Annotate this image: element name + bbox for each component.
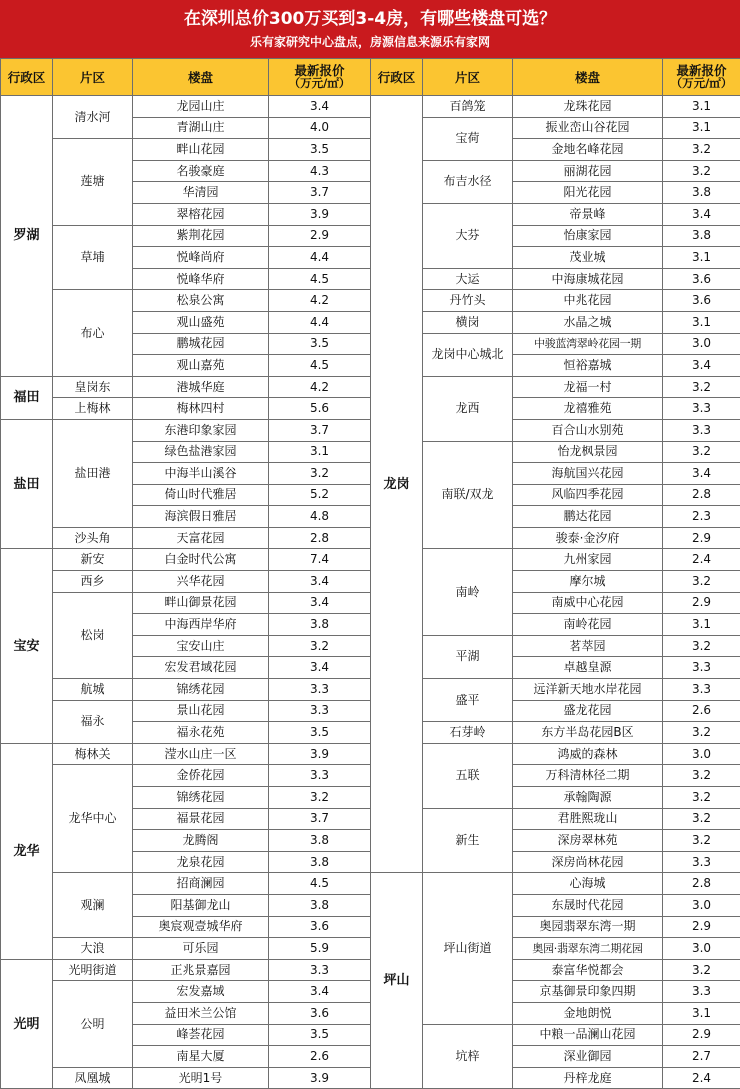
- estate-cell: 中海康城花园: [513, 268, 663, 290]
- price-cell: 2.8: [269, 527, 371, 549]
- price-cell: 3.3: [663, 679, 740, 701]
- price-cell: 3.5: [269, 1024, 371, 1046]
- estate-cell: 海滨假日雅居: [133, 506, 269, 528]
- price-header-line1: 最新报价: [294, 63, 344, 78]
- price-cell: 3.8: [269, 614, 371, 636]
- area-cell: 南联/双龙: [423, 441, 513, 549]
- column-header-price: [269, 59, 371, 96]
- estate-cell: 承翰陶源: [513, 787, 663, 809]
- estate-cell: 丹梓龙庭: [513, 1067, 663, 1089]
- estate-cell: 深房尚林花园: [513, 851, 663, 873]
- price-cell: 3.1: [663, 117, 740, 139]
- estate-cell: 京基御景印象四期: [513, 981, 663, 1003]
- price-cell: 3.4: [269, 592, 371, 614]
- estate-cell: 风临四季花园: [513, 484, 663, 506]
- area-cell: 龙岗中心城北: [423, 333, 513, 376]
- area-cell: 上梅林: [53, 398, 133, 420]
- table-row: [371, 679, 740, 701]
- estate-cell: 南威中心花园: [513, 592, 663, 614]
- price-cell: 3.2: [663, 571, 740, 593]
- district-cell: 福田: [1, 376, 53, 419]
- table-row: [371, 743, 740, 765]
- price-cell: 3.2: [663, 139, 740, 161]
- area-cell: 布吉水径: [423, 160, 513, 203]
- estate-cell: 中兆花园: [513, 290, 663, 312]
- area-cell: 大运: [423, 268, 513, 290]
- price-header-line1: 最新报价: [676, 63, 726, 78]
- table-row: [1, 700, 371, 722]
- column-header-price: [663, 59, 740, 96]
- area-cell: 航城: [53, 679, 133, 701]
- price-cell: 2.6: [663, 700, 740, 722]
- estate-cell: 阳基御龙山: [133, 894, 269, 916]
- price-cell: 2.6: [269, 1046, 371, 1068]
- estate-cell: 摩尔城: [513, 571, 663, 593]
- estate-cell: 深业御园: [513, 1046, 663, 1068]
- price-cell: 3.9: [269, 203, 371, 225]
- table-row: [371, 549, 740, 571]
- estate-cell: 龙园山庄: [133, 96, 269, 118]
- table-row: [371, 203, 740, 225]
- price-cell: 3.3: [663, 398, 740, 420]
- area-cell: 平湖: [423, 635, 513, 678]
- area-cell: 松岗: [53, 592, 133, 678]
- price-cell: 4.3: [269, 160, 371, 182]
- estate-cell: 帝景峰: [513, 203, 663, 225]
- estate-cell: 君胜熙珑山: [513, 808, 663, 830]
- price-cell: 3.1: [663, 1002, 740, 1024]
- price-cell: 4.5: [269, 268, 371, 290]
- price-cell: 2.7: [663, 1046, 740, 1068]
- price-cell: 3.5: [269, 333, 371, 355]
- estate-cell: 金地名峰花园: [513, 139, 663, 161]
- estate-cell: 龙腾阁: [133, 830, 269, 852]
- estate-cell: 东港印象家园: [133, 419, 269, 441]
- estate-cell: 梅林四村: [133, 398, 269, 420]
- table-row: [1, 290, 371, 312]
- area-cell: 新生: [423, 808, 513, 873]
- table-row: [1, 1067, 371, 1089]
- price-cell: 3.3: [269, 765, 371, 787]
- price-cell: 3.8: [269, 894, 371, 916]
- estate-cell: 万科清林径二期: [513, 765, 663, 787]
- table-row: [371, 376, 740, 398]
- district-cell: 龙华: [1, 743, 53, 959]
- estate-cell: 招商澜园: [133, 873, 269, 895]
- estate-cell: 鹏达花园: [513, 506, 663, 528]
- table-row: [371, 333, 740, 355]
- column-header-estate: 楼盘: [133, 59, 269, 96]
- price-cell: 3.7: [269, 808, 371, 830]
- table-row: [371, 117, 740, 139]
- price-cell: 3.6: [269, 916, 371, 938]
- table-row: [371, 96, 740, 118]
- area-cell: 大浪: [53, 938, 133, 960]
- district-cell: 坪山: [371, 873, 423, 1089]
- estate-cell: 怡康家园: [513, 225, 663, 247]
- price-cell: 3.4: [269, 981, 371, 1003]
- price-cell: 3.0: [663, 333, 740, 355]
- estate-cell: 南岭花园: [513, 614, 663, 636]
- area-cell: 清水河: [53, 96, 133, 139]
- price-cell: 2.4: [663, 1067, 740, 1089]
- estate-cell: 锦绣花园: [133, 787, 269, 809]
- estate-cell: 观山嘉苑: [133, 355, 269, 377]
- price-cell: 4.5: [269, 355, 371, 377]
- area-cell: 沙头角: [53, 527, 133, 549]
- table-row: [371, 808, 740, 830]
- estate-cell: 中骏蓝湾翠岭花园一期: [513, 333, 663, 355]
- right-table: [370, 58, 740, 1089]
- estate-cell: 锦绣花园: [133, 679, 269, 701]
- page-subtitle: 乐有家研究中心盘点，房源信息来源乐有家网: [0, 34, 740, 50]
- estate-cell: 水晶之城: [513, 311, 663, 333]
- area-cell: 横岗: [423, 311, 513, 333]
- table-row: [1, 873, 371, 895]
- price-cell: 4.2: [269, 376, 371, 398]
- table-row: [1, 743, 371, 765]
- estate-cell: 中海西岸华府: [133, 614, 269, 636]
- estate-cell: 丽湖花园: [513, 160, 663, 182]
- price-cell: 4.4: [269, 311, 371, 333]
- estate-cell: 光明1号: [133, 1067, 269, 1089]
- area-cell: 坑梓: [423, 1024, 513, 1089]
- price-cell: 4.2: [269, 290, 371, 312]
- estate-cell: 青湖山庄: [133, 117, 269, 139]
- district-cell: 宝安: [1, 549, 53, 743]
- price-cell: 3.3: [663, 419, 740, 441]
- price-cell: 2.8: [663, 873, 740, 895]
- table-row: [1, 225, 371, 247]
- table-row: [1, 527, 371, 549]
- estate-cell: 南星大厦: [133, 1046, 269, 1068]
- estate-cell: 中粮一品澜山花园: [513, 1024, 663, 1046]
- price-cell: 3.9: [269, 743, 371, 765]
- estate-cell: 宏发君域花园: [133, 657, 269, 679]
- column-header-area: 片区: [53, 59, 133, 96]
- area-cell: 大芬: [423, 203, 513, 268]
- area-cell: 盛平: [423, 679, 513, 722]
- estate-cell: 松泉公寓: [133, 290, 269, 312]
- estate-cell: 福景花园: [133, 808, 269, 830]
- area-cell: 南岭: [423, 549, 513, 635]
- price-cell: 3.2: [663, 959, 740, 981]
- estate-cell: 悦峰尚府: [133, 247, 269, 269]
- price-cell: 3.2: [663, 722, 740, 744]
- estate-cell: 倚山时代雅居: [133, 484, 269, 506]
- estate-cell: 中海半山溪谷: [133, 463, 269, 485]
- estate-cell: 白金时代公寓: [133, 549, 269, 571]
- price-cell: 3.6: [269, 1002, 371, 1024]
- estate-cell: 东晟时代花园: [513, 894, 663, 916]
- area-cell: 盐田港: [53, 419, 133, 527]
- price-cell: 3.2: [663, 160, 740, 182]
- estate-cell: 港城华庭: [133, 376, 269, 398]
- estate-cell: 鸿威的森林: [513, 743, 663, 765]
- estate-cell: 峰荟花园: [133, 1024, 269, 1046]
- estate-cell: 盛龙花园: [513, 700, 663, 722]
- area-cell: 丹竹头: [423, 290, 513, 312]
- price-cell: 3.4: [269, 96, 371, 118]
- price-cell: 2.9: [663, 916, 740, 938]
- table-row: [371, 635, 740, 657]
- area-cell: 五联: [423, 743, 513, 808]
- estate-cell: 可乐园: [133, 938, 269, 960]
- price-cell: 2.3: [663, 506, 740, 528]
- price-cell: 3.6: [663, 290, 740, 312]
- estate-cell: 卓越皇源: [513, 657, 663, 679]
- estate-cell: 深房翠林苑: [513, 830, 663, 852]
- estate-cell: 畔山御景花园: [133, 592, 269, 614]
- price-cell: 3.3: [663, 851, 740, 873]
- estate-cell: 奥园翡翠东湾一期: [513, 916, 663, 938]
- table-row: [1, 549, 371, 571]
- price-cell: 2.9: [269, 225, 371, 247]
- area-cell: 公明: [53, 981, 133, 1067]
- column-header-area: 片区: [423, 59, 513, 96]
- estate-cell: 骏泰·金汐府: [513, 527, 663, 549]
- price-cell: 3.2: [269, 463, 371, 485]
- table-row: [371, 441, 740, 463]
- price-cell: 3.6: [663, 268, 740, 290]
- estate-cell: 金侨花园: [133, 765, 269, 787]
- price-cell: 3.3: [269, 679, 371, 701]
- table-row: [1, 592, 371, 614]
- price-cell: 3.4: [269, 657, 371, 679]
- table-row: [371, 160, 740, 182]
- price-cell: 3.2: [663, 765, 740, 787]
- area-cell: 布心: [53, 290, 133, 376]
- price-cell: 3.0: [663, 938, 740, 960]
- table-row: [1, 139, 371, 161]
- price-cell: 3.2: [663, 787, 740, 809]
- price-cell: 3.2: [663, 808, 740, 830]
- estate-cell: 九州家园: [513, 549, 663, 571]
- price-cell: 3.8: [269, 851, 371, 873]
- price-cell: 3.4: [663, 355, 740, 377]
- price-cell: 3.2: [269, 787, 371, 809]
- estate-cell: 金地朗悦: [513, 1002, 663, 1024]
- estate-cell: 福永花苑: [133, 722, 269, 744]
- estate-cell: 海航国兴花园: [513, 463, 663, 485]
- table-row: [1, 959, 371, 981]
- column-header-district: 行政区: [1, 59, 53, 96]
- estate-cell: 龙禧雅苑: [513, 398, 663, 420]
- price-cell: 4.0: [269, 117, 371, 139]
- area-cell: 石芽岭: [423, 722, 513, 744]
- estate-cell: 远洋新天地水岸花园: [513, 679, 663, 701]
- table-row: [371, 268, 740, 290]
- column-header-row: [371, 59, 740, 96]
- price-cell: 5.2: [269, 484, 371, 506]
- price-cell: 2.9: [663, 527, 740, 549]
- estate-cell: 心海城: [513, 873, 663, 895]
- price-header-line2: （万元/㎡）: [269, 77, 370, 90]
- estate-cell: 名骏豪庭: [133, 160, 269, 182]
- estate-cell: 正兆景嘉园: [133, 959, 269, 981]
- price-cell: 3.2: [663, 830, 740, 852]
- price-cell: 3.2: [663, 635, 740, 657]
- area-cell: 百鸽笼: [423, 96, 513, 118]
- table-row: [1, 938, 371, 960]
- area-cell: 光明街道: [53, 959, 133, 981]
- price-cell: 3.4: [663, 463, 740, 485]
- estate-cell: 畔山花园: [133, 139, 269, 161]
- estate-cell: 鹏城花园: [133, 333, 269, 355]
- price-cell: 3.3: [663, 657, 740, 679]
- price-cell: 3.3: [663, 981, 740, 1003]
- area-cell: 龙西: [423, 376, 513, 441]
- price-cell: 3.5: [269, 139, 371, 161]
- table-row: [371, 311, 740, 333]
- price-cell: 2.9: [663, 1024, 740, 1046]
- table-row: [371, 722, 740, 744]
- price-cell: 3.7: [269, 419, 371, 441]
- area-cell: 皇岗东: [53, 376, 133, 398]
- estate-cell: 茂业城: [513, 247, 663, 269]
- estate-cell: 龙泉花园: [133, 851, 269, 873]
- area-cell: 宝荷: [423, 117, 513, 160]
- title-banner: [0, 0, 740, 58]
- table-row: [371, 873, 740, 895]
- area-cell: 草埔: [53, 225, 133, 290]
- estate-cell: 振业峦山谷花园: [513, 117, 663, 139]
- price-cell: 3.1: [663, 96, 740, 118]
- price-cell: 4.5: [269, 873, 371, 895]
- estate-cell: 益田米兰公馆: [133, 1002, 269, 1024]
- estate-cell: 奥园·翡翠东湾二期花园: [513, 938, 663, 960]
- table-row: [1, 419, 371, 441]
- estate-cell: 绿色盐港家园: [133, 441, 269, 463]
- district-cell: 盐田: [1, 419, 53, 549]
- column-header-district: 行政区: [371, 59, 423, 96]
- table-row: [1, 376, 371, 398]
- area-cell: 龙华中心: [53, 765, 133, 873]
- price-cell: 5.9: [269, 938, 371, 960]
- price-cell: 3.8: [663, 225, 740, 247]
- estate-cell: 宏发嘉域: [133, 981, 269, 1003]
- price-cell: 3.1: [663, 247, 740, 269]
- estate-cell: 滢水山庄一区: [133, 743, 269, 765]
- estate-cell: 龙珠花园: [513, 96, 663, 118]
- price-header-line2: （万元/㎡）: [663, 77, 740, 90]
- estate-cell: 悦峰华府: [133, 268, 269, 290]
- district-cell: 光明: [1, 959, 53, 1089]
- price-cell: 4.4: [269, 247, 371, 269]
- area-cell: 福永: [53, 700, 133, 743]
- price-cell: 2.4: [663, 549, 740, 571]
- area-cell: 梅林关: [53, 743, 133, 765]
- estate-cell: 宝安山庄: [133, 635, 269, 657]
- area-cell: 莲塘: [53, 139, 133, 225]
- price-cell: 7.4: [269, 549, 371, 571]
- table-row: [1, 571, 371, 593]
- estate-cell: 天富花园: [133, 527, 269, 549]
- table-row: [371, 290, 740, 312]
- left-table: [0, 58, 371, 1089]
- area-cell: 新安: [53, 549, 133, 571]
- price-cell: 5.6: [269, 398, 371, 420]
- estate-cell: 恒裕嘉城: [513, 355, 663, 377]
- estate-cell: 阳光花园: [513, 182, 663, 204]
- price-cell: 3.2: [269, 635, 371, 657]
- estate-cell: 龙福一村: [513, 376, 663, 398]
- column-header-estate: 楼盘: [513, 59, 663, 96]
- price-cell: 3.7: [269, 182, 371, 204]
- page-title: 在深圳总价300万买到3-4房，有哪些楼盘可选？: [0, 8, 740, 30]
- price-cell: 3.4: [269, 571, 371, 593]
- table-row: [1, 765, 371, 787]
- estate-cell: 兴华花园: [133, 571, 269, 593]
- price-cell: 3.0: [663, 894, 740, 916]
- estate-cell: 华清园: [133, 182, 269, 204]
- price-cell: 3.8: [269, 830, 371, 852]
- area-cell: 西乡: [53, 571, 133, 593]
- district-cell: 龙岗: [371, 96, 423, 873]
- estate-cell: 观山盛苑: [133, 311, 269, 333]
- price-cell: 3.1: [663, 311, 740, 333]
- area-cell: 凤凰城: [53, 1067, 133, 1089]
- estate-cell: 东方半岛花园B区: [513, 722, 663, 744]
- price-cell: 3.0: [663, 743, 740, 765]
- table-row: [1, 679, 371, 701]
- price-cell: 3.5: [269, 722, 371, 744]
- price-cell: 2.9: [663, 592, 740, 614]
- column-header-row: [1, 59, 371, 96]
- price-cell: 3.9: [269, 1067, 371, 1089]
- estate-cell: 奥宸观壹城华府: [133, 916, 269, 938]
- estate-cell: 泰富华悦都会: [513, 959, 663, 981]
- estate-cell: 百合山水别苑: [513, 419, 663, 441]
- price-cell: 3.1: [663, 614, 740, 636]
- price-cell: 3.3: [269, 700, 371, 722]
- price-cell: 3.8: [663, 182, 740, 204]
- price-cell: 3.2: [663, 376, 740, 398]
- estate-cell: 紫荆花园: [133, 225, 269, 247]
- price-cell: 3.1: [269, 441, 371, 463]
- price-cell: 2.8: [663, 484, 740, 506]
- price-cell: 4.8: [269, 506, 371, 528]
- price-cell: 3.3: [269, 959, 371, 981]
- table-row: [1, 398, 371, 420]
- area-cell: 观澜: [53, 873, 133, 938]
- estate-cell: 景山花园: [133, 700, 269, 722]
- estate-cell: 茗萃园: [513, 635, 663, 657]
- table-row: [1, 96, 371, 118]
- table-row: [371, 1024, 740, 1046]
- price-cell: 3.2: [663, 441, 740, 463]
- estate-cell: 怡龙枫景园: [513, 441, 663, 463]
- area-cell: 坪山街道: [423, 873, 513, 1024]
- estate-cell: 翠榕花园: [133, 203, 269, 225]
- district-cell: 罗湖: [1, 96, 53, 377]
- table-row: [1, 981, 371, 1003]
- price-cell: 3.4: [663, 203, 740, 225]
